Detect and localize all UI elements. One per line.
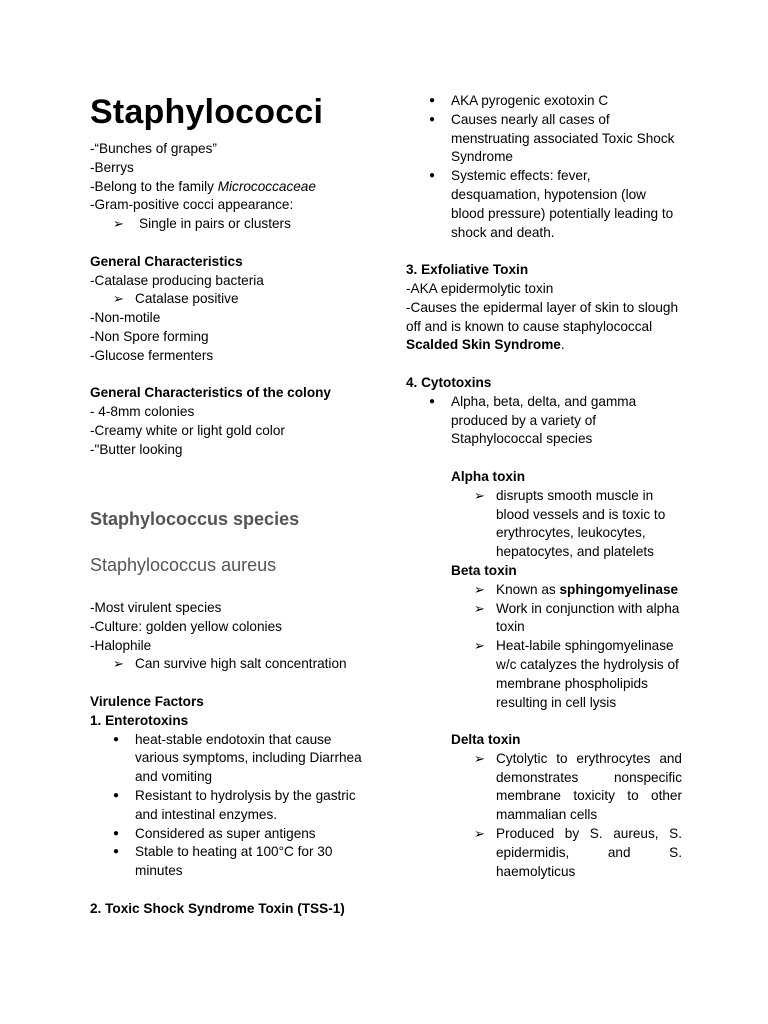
- list-item: ➢ Single in pairs or clusters: [90, 215, 370, 234]
- colony-line: -"Butter looking: [90, 441, 183, 457]
- list-item: ● Resistant to hydrolysis by the gastric and intestinal enzymes.: [90, 787, 370, 825]
- list-item: ➢ Work in conjunction with alpha toxin: [451, 600, 682, 638]
- list-item: ● Causes nearly all cases of menstruating associated Toxic Shock Syndrome: [406, 111, 682, 167]
- gen-char-line: -Catalase producing bacteria: [90, 272, 264, 288]
- colony-heading: General Characteristics of the colony: [90, 385, 331, 401]
- list-item: ● Stable to heating at 100°C for 30 minutes: [90, 843, 370, 881]
- cytotoxins-heading: 4. Cytotoxins: [406, 374, 492, 390]
- gen-char-sublist: [90, 290, 370, 309]
- delta-toxin-heading: Delta toxin: [451, 732, 521, 748]
- delta-list: [451, 750, 682, 882]
- intro-line: -“Bunches of grapes”: [90, 141, 217, 156]
- tss-heading: 2. Toxic Shock Syndrome Toxin (TSS-1): [90, 900, 345, 916]
- family-line: -Belong to the family Micrococcaceae: [90, 178, 316, 194]
- list-item: ➢ Heat-labile sphingomyelinase w/c catalyzes the hydrolysis of membrane phospholipids resulting in cell lysis: [451, 637, 682, 712]
- virulence-heading: Virulence Factors: [90, 693, 204, 709]
- list-item: ➢ disrupts smooth muscle in blood vessels and is toxic to erythrocytes, leukocytes, hepatocytes, and platelets: [451, 487, 682, 562]
- gram-sublist: [90, 215, 370, 234]
- list-item: ● Systemic effects: fever, desquamation, hypotension (low blood pressure) potentially leading to shock and death.: [406, 167, 682, 242]
- page-title: Staphylococci: [90, 93, 324, 131]
- family-name: Micrococcaceae: [217, 178, 316, 194]
- species-heading: Staphylococcus species: [90, 509, 300, 529]
- list-item: ➢ Catalase positive: [90, 290, 370, 309]
- gen-char-line: -Glucose fermenters: [90, 347, 214, 363]
- toxin-details: [406, 468, 682, 882]
- beta-list: [451, 581, 682, 713]
- list-item: ➢ Can survive high salt concentration: [90, 655, 370, 674]
- aureus-block: [90, 599, 370, 919]
- list-item: ➢ Cytolytic to erythrocytes and demonstrates nonspecific membrane toxicity to other mammalian cells: [451, 750, 682, 825]
- exfoliative-line: -AKA epidermolytic toxin: [406, 280, 554, 296]
- aureus-sublist: [90, 655, 370, 674]
- intro-block: [90, 140, 370, 460]
- list-item: ➢ Produced by S. aureus, S. epidermidis, and S. haemolyticus: [451, 825, 682, 881]
- scalded-skin-term: Scalded Skin Syndrome: [406, 337, 561, 353]
- list-item: ● Alpha, beta, delta, and gamma produced by a variety of Staphylococcal species: [406, 393, 682, 449]
- enterotoxins-heading: 1. Enterotoxins: [90, 712, 189, 728]
- list-item: ➢ Known as sphingomyelinase: [451, 581, 682, 600]
- colony-line: - 4-8mm colonies: [90, 404, 195, 420]
- exfoliative-line: -Causes the epidermal layer of skin to slough off and is known to cause staphylococcal Scalded Skin Syndrome.: [406, 299, 679, 353]
- exfoliative-heading: 3. Exfoliative Toxin: [406, 262, 529, 278]
- tss-block: [406, 92, 682, 881]
- aureus-line: -Most virulent species: [90, 600, 222, 615]
- list-item: ● Considered as super antigens: [90, 825, 370, 844]
- general-characteristics-heading: General Characteristics: [90, 253, 243, 269]
- alpha-list: [451, 487, 682, 562]
- aureus-line: -Culture: golden yellow colonies: [90, 618, 282, 634]
- beta-toxin-heading: Beta toxin: [451, 562, 517, 578]
- sphingomyelinase-term: sphingomyelinase: [559, 581, 679, 597]
- colony-line: -Creamy white or light gold color: [90, 422, 285, 438]
- aureus-line: -Halophile: [90, 637, 152, 653]
- aureus-heading: Staphylococcus aureus: [90, 555, 277, 575]
- alpha-toxin-heading: Alpha toxin: [451, 468, 526, 484]
- gram-line: -Gram-positive cocci appearance:: [90, 197, 294, 213]
- tss-list: [406, 92, 682, 242]
- gen-char-line: -Non-motile: [90, 310, 161, 326]
- intro-line: -Berrys: [90, 159, 134, 175]
- list-item: ● heat-stable endotoxin that cause various symptoms, including Diarrhea and vomiting: [90, 731, 370, 787]
- species-section: [90, 507, 370, 577]
- enterotoxins-list: [90, 731, 370, 881]
- cytotoxins-list: [406, 393, 682, 449]
- list-item: ● AKA pyrogenic exotoxin C: [406, 92, 682, 111]
- gen-char-line: -Non Spore forming: [90, 328, 209, 344]
